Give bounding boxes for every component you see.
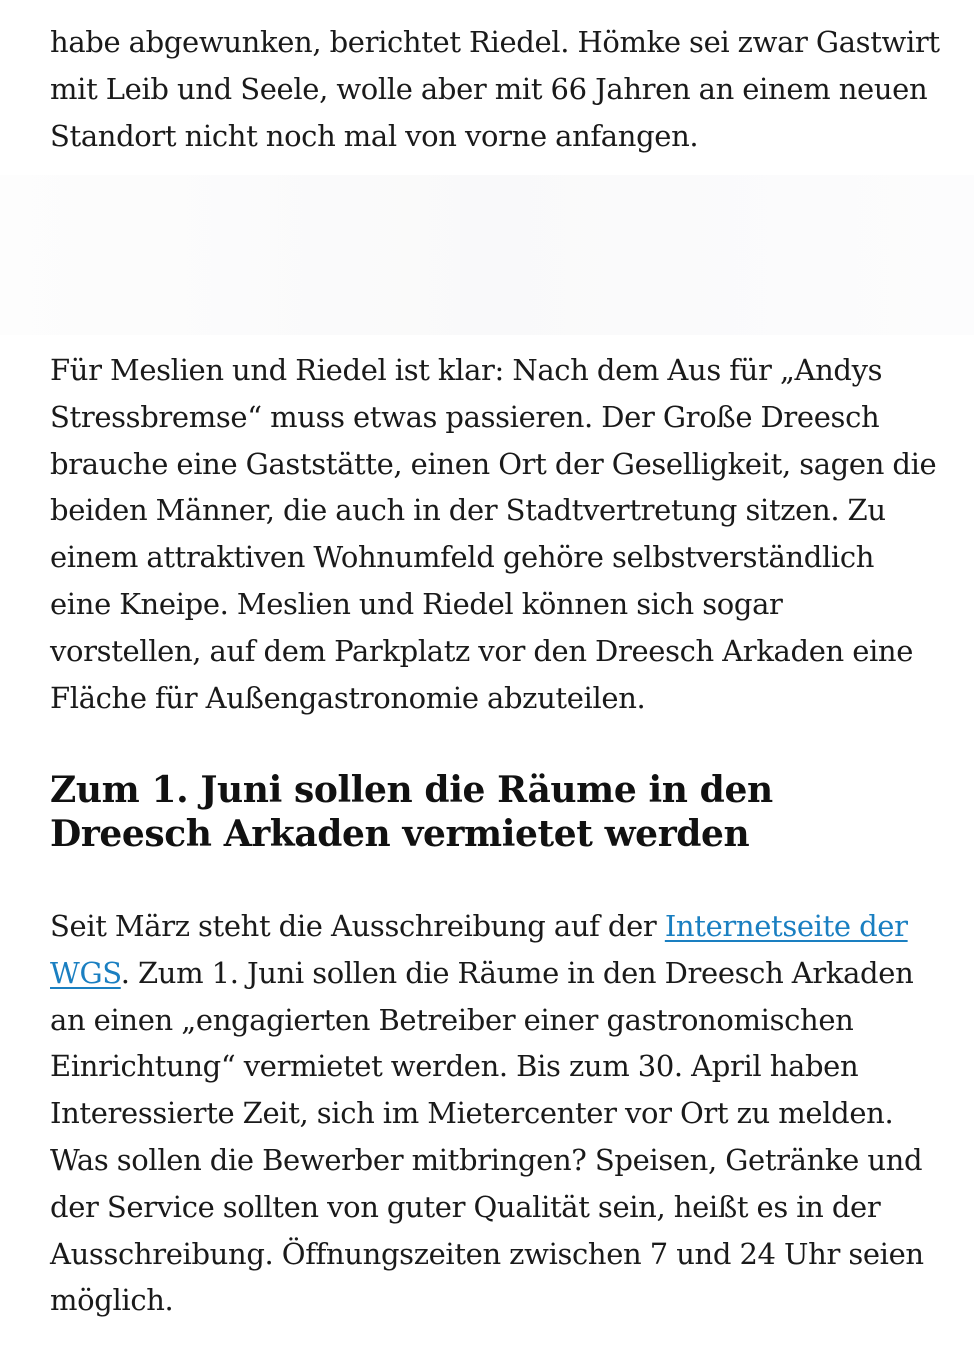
paragraph-3-text-after-link: . Zum 1. Juni sollen die Räume in den Dreesch Arkaden an einen „engagierten Betreiber einer gastronomischen Einrichtung“ vermietet werden. Bis zum 30. April haben Interessierte Zeit, sich im Mietercenter vor Ort zu melden. Was sollen die Bewerber mitbringen? Speisen, Getränke und der Service sollten von guter Qualität sein, heißt es in der Ausschreibung. Öffnungszeiten zwischen 7 und 24 Uhr seien möglich. <box>50 955 924 1318</box>
article-paragraph-3 <box>50 903 940 1324</box>
article-paragraph-1: habe abgewunken, berichtet Riedel. Hömke sei zwar Gastwirt mit Leib und Seele, wolle aber mit 66 Jahren an einem neuen Standort nicht noch mal von vorne anfangen. <box>50 25 940 153</box>
paragraph-3-text-before-link: Seit März steht die Ausschreibung auf der <box>50 909 665 943</box>
section-heading: Zum 1. Juni sollen die Räume in den Dreesch Arkaden vermietet werden <box>50 769 773 855</box>
article-paragraph-2: Für Meslien und Riedel ist klar: Nach dem Aus für „Andys Stressbremse“ muss etwas passieren. Der Große Dreesch brauche eine Gaststätte, einen Ort der Geselligkeit, sagen die beiden Männer, die auch in der Stadtvertretung sitzen. Zu einem attraktiven Wohnumfeld gehöre selbstverständlich eine Kneipe. Meslien und Riedel können sich sogar vorstellen, auf dem Parkplatz vor den Dreesch Arkaden eine Fläche für Außengastronomie abzuteilen. <box>50 353 937 715</box>
wgs-website-link[interactable]: Internetseite der WGS <box>50 909 908 990</box>
ad-placeholder <box>0 175 974 335</box>
